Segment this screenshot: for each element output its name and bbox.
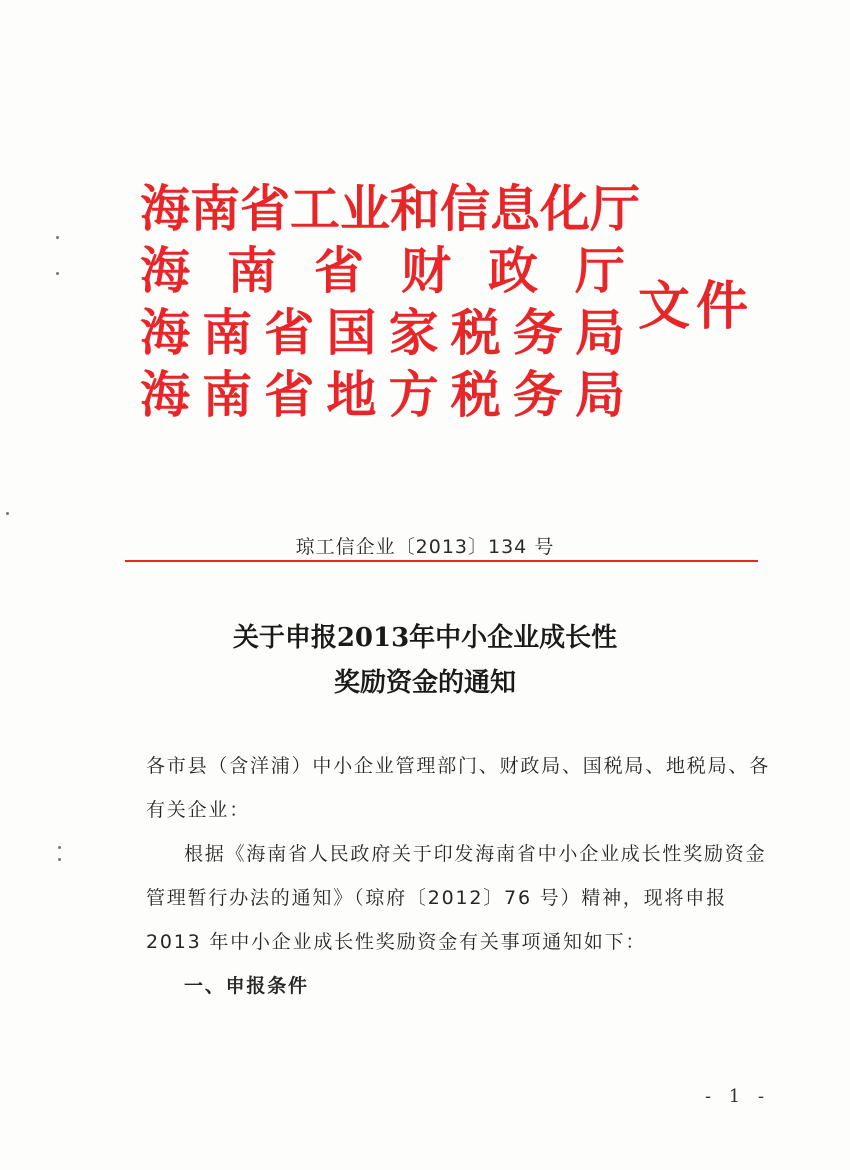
issuer-char: 业 bbox=[340, 179, 390, 238]
issuer-char: 海 bbox=[140, 241, 190, 300]
issuer-char: 南 bbox=[227, 241, 277, 300]
issuer-char: 海 bbox=[140, 365, 190, 424]
issuer-char: 息 bbox=[490, 179, 540, 238]
issuer-char: 南 bbox=[202, 365, 253, 424]
issuer-char: 南 bbox=[202, 303, 253, 362]
red-divider bbox=[125, 560, 758, 562]
issuer-char: 方 bbox=[388, 365, 439, 424]
issuer-char: 省 bbox=[264, 365, 315, 424]
issuer-char: 税 bbox=[450, 365, 501, 424]
scan-speck bbox=[58, 858, 61, 861]
scan-speck bbox=[56, 236, 59, 239]
issuer-char: 务 bbox=[512, 365, 563, 424]
notice-title bbox=[0, 616, 850, 706]
issuer-line bbox=[140, 302, 625, 364]
issuer-char: 地 bbox=[326, 365, 377, 424]
page-number: - 1 - bbox=[705, 1086, 771, 1107]
title-line-2: 奖励资金的通知 bbox=[333, 668, 516, 698]
issuer-char: 南 bbox=[190, 179, 240, 238]
issuer-char: 厅 bbox=[590, 179, 640, 238]
addressee: 各市县（含洋浦）中小企业管理部门、财政局、国税局、地税局、各有关企业： bbox=[146, 755, 771, 821]
title-line-1: 关于申报2013年中小企业成长性 bbox=[232, 623, 618, 653]
issuer-char: 海 bbox=[140, 303, 190, 362]
issuer-char: 工 bbox=[290, 179, 340, 238]
document-word: 文件 bbox=[638, 276, 755, 337]
issuer-char: 海 bbox=[140, 179, 190, 238]
scan-speck bbox=[56, 272, 59, 275]
issuer-char: 国 bbox=[326, 303, 377, 362]
issuer-line bbox=[140, 240, 625, 302]
issuer-char: 省 bbox=[314, 241, 364, 300]
issuer-char: 政 bbox=[488, 241, 538, 300]
document-number: 琼工信企业〔2013〕134 号 bbox=[295, 536, 555, 558]
section-heading: 一、申报条件 bbox=[184, 975, 309, 997]
issuer-char: 省 bbox=[264, 303, 315, 362]
issuer-char: 家 bbox=[388, 303, 439, 362]
scan-speck bbox=[58, 846, 61, 849]
issuer-char: 务 bbox=[512, 303, 563, 362]
issuer-char: 财 bbox=[401, 241, 451, 300]
issuer-line bbox=[140, 178, 640, 240]
issuer-char: 税 bbox=[450, 303, 501, 362]
notice-body bbox=[146, 744, 771, 1008]
scan-speck bbox=[6, 512, 9, 515]
issuer-char: 局 bbox=[574, 303, 625, 362]
issuer-char: 信 bbox=[440, 179, 490, 238]
issuer-char: 化 bbox=[540, 179, 590, 238]
issuer-char: 省 bbox=[240, 179, 290, 238]
issuer-char: 厅 bbox=[575, 241, 625, 300]
issuing-agencies bbox=[140, 178, 640, 426]
issuer-line bbox=[140, 364, 625, 426]
body-paragraph: 根据《海南省人民政府关于印发海南省中小企业成长性奖励资金管理暂行办法的通知》（琼府〔2012〕76 号）精神，现将申报 2013 年中小企业成长性奖励资金有关事项通知如下： bbox=[146, 843, 767, 953]
issuer-char: 局 bbox=[574, 365, 625, 424]
issuer-char: 和 bbox=[390, 179, 440, 238]
